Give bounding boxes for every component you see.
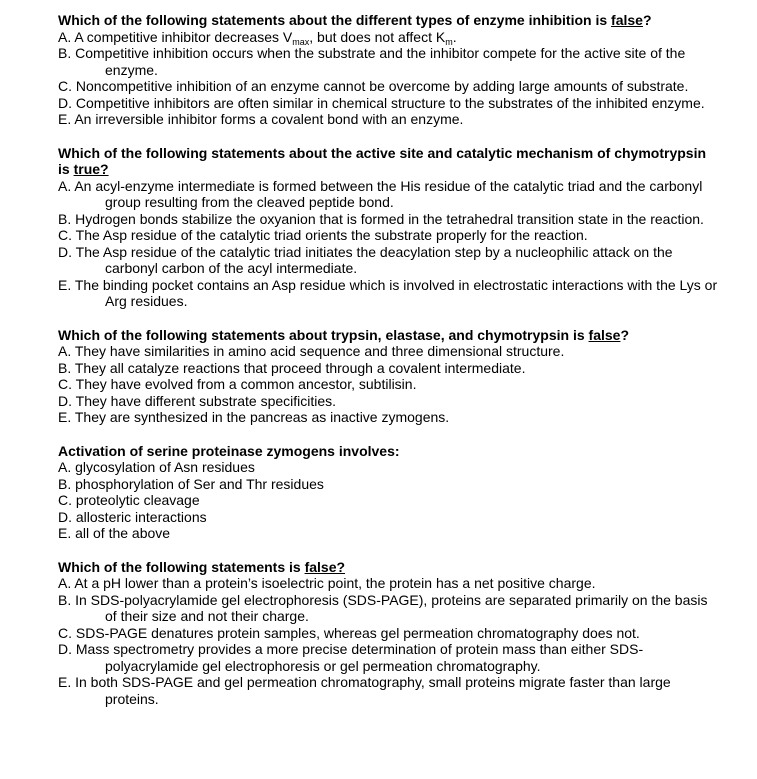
answer-option: E. The binding pocket contains an Asp residue which is involved in electrostatic interactions with the Lys or Arg residues. (58, 276, 718, 309)
answer-option: C. Noncompetitive inhibition of an enzyme cannot be overcome by adding large amounts of substrate. (58, 78, 689, 94)
answer-option: A. They have similarities in amino acid sequence and three dimensional structure. (58, 343, 565, 359)
question-stem: Which of the following statements about the different types of enzyme inhibition is false? (58, 12, 652, 28)
emphasis-keyword: false? (304, 558, 346, 575)
answer-option: C. They have evolved from a common ancestor, subtilisin. (58, 376, 417, 392)
question-2 (58, 145, 718, 310)
question-4 (58, 443, 718, 542)
answer-option: E. They are synthesized in the pancreas as inactive zymogens. (58, 409, 450, 425)
question-3 (58, 327, 718, 426)
question-stem: Which of the following statements is false? (58, 558, 346, 575)
answer-option: D. allosteric interactions (58, 508, 207, 525)
answer-option: E. all of the above (58, 525, 171, 541)
answer-option: A. A competitive inhibitor decreases $V_{max}$, but does not affect $K_m$. (58, 28, 457, 47)
question-1 (58, 12, 718, 128)
emphasis-keyword: false (588, 326, 621, 343)
emphasis-keyword: false (611, 12, 643, 28)
question-stem: Which of the following statements about the active site and catalytic mechanism of chymotrypsin is true? (58, 144, 707, 177)
answer-option: E. An irreversible inhibitor forms a covalent bond with an enzyme. (58, 111, 464, 127)
answer-option: D. Competitive inhibitors are often similar in chemical structure to the substrates of the inhibited enzyme. (58, 94, 705, 111)
question-stem: Which of the following statements about trypsin, elastase, and chymotrypsin is false? (58, 326, 630, 343)
emphasis-keyword: true? (73, 161, 109, 177)
answer-option: B. They all catalyze reactions that proceed through a covalent intermediate. (58, 359, 526, 376)
answer-option: B. phosphorylation of Ser and Thr residues (58, 475, 324, 492)
answer-option: D. The Asp residue of the catalytic triad initiates the deacylation step by a nucleophilic attack on the carbonyl carbon of the acyl intermediate. (58, 243, 673, 276)
subscript: m (445, 36, 453, 47)
subscript: max (292, 36, 310, 47)
answer-option: A. At a pH lower than a protein’s isoelectric point, the protein has a net positive charge. (58, 575, 596, 591)
answer-option: C. SDS-PAGE denatures protein samples, whereas gel permeation chromatography does not. (58, 624, 640, 641)
answer-option: A. An acyl-enzyme intermediate is formed between the His residue of the catalytic triad and the carbonyl group resulting from the cleaved peptide bond. (58, 177, 703, 210)
answer-option: D. Mass spectrometry provides a more precise determination of protein mass than either SDS-polyacrylamide gel electrophoresis or gel permeation chromatography. (58, 641, 644, 674)
worksheet (58, 12, 718, 724)
question-5 (58, 559, 718, 708)
answer-option: C. proteolytic cleavage (58, 492, 200, 508)
answer-option: A. glycosylation of Asn residues (58, 459, 255, 475)
answer-option: C. The Asp residue of the catalytic triad orients the substrate properly for the reaction. (58, 227, 588, 243)
answer-option: D. They have different substrate specificities. (58, 392, 337, 409)
answer-option: B. Competitive inhibition occurs when the substrate and the inhibitor compete for the active site of the enzyme. (58, 45, 686, 78)
question-stem: Activation of serine proteinase zymogens involves: (58, 442, 400, 459)
answer-option: B. Hydrogen bonds stabilize the oxyanion that is formed in the tetrahedral transition state in the reaction. (58, 210, 704, 227)
answer-option: B. In SDS-polyacrylamide gel electrophoresis (SDS-PAGE), proteins are separated primarily on the basis of their size and not their charge. (58, 591, 708, 624)
answer-option: E. In both SDS-PAGE and gel permeation chromatography, small proteins migrate faster than large proteins. (58, 674, 671, 707)
